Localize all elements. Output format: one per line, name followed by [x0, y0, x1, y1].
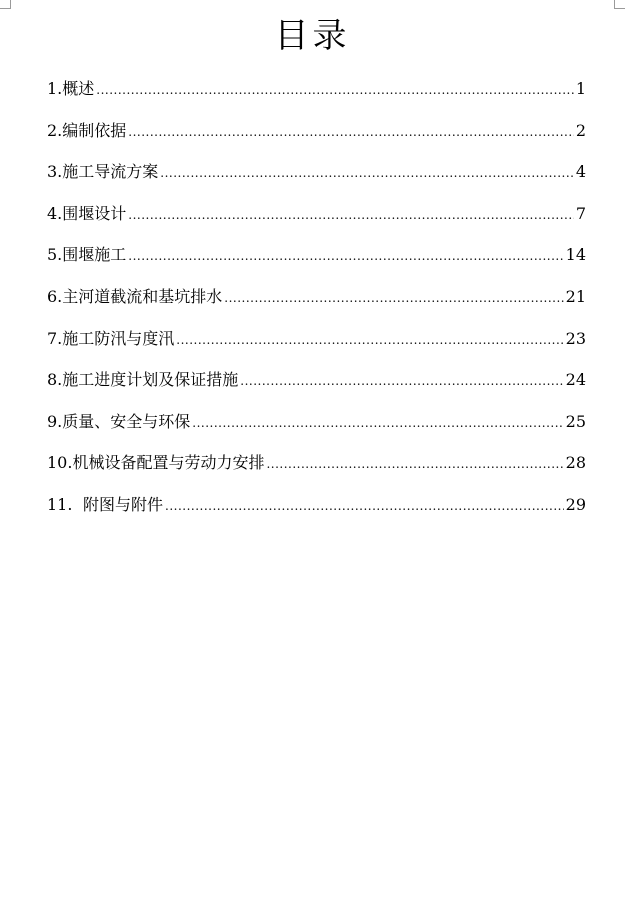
toc-entry[interactable] — [47, 201, 586, 243]
toc-dot-leader — [165, 493, 564, 519]
toc-entry-text: 围堰施工 — [62, 245, 127, 265]
toc-entry-number: 2. — [47, 120, 63, 140]
toc-entry-page: 24 — [565, 370, 586, 390]
toc-entry-number: 3. — [47, 162, 63, 182]
toc-entry-page: 1 — [575, 79, 586, 98]
crop-mark-top-left — [0, 0, 11, 9]
toc-entry[interactable] — [47, 492, 586, 534]
toc-entry-number: 6. — [47, 286, 63, 306]
toc-entry[interactable] — [47, 326, 586, 368]
toc-dot-leader — [96, 77, 574, 103]
toc-dot-leader — [128, 243, 563, 269]
crop-mark-top-right — [614, 0, 625, 9]
toc-entry-text: 质量、安全与环保 — [62, 411, 191, 431]
toc-entry[interactable] — [47, 242, 586, 284]
toc-dot-leader — [160, 160, 574, 186]
toc-dot-leader — [128, 119, 574, 145]
toc-entry-text: 施工导流方案 — [62, 162, 159, 182]
toc-entry[interactable] — [47, 409, 586, 451]
toc-entry-page: 23 — [565, 328, 586, 348]
toc-entry-text: 机械设备配置与劳动力安排 — [72, 453, 265, 473]
toc-entry-page: 25 — [565, 411, 586, 431]
toc-entry[interactable] — [47, 159, 586, 201]
toc-entry[interactable] — [47, 367, 586, 409]
toc-entry-page: 14 — [565, 245, 586, 265]
toc-dot-leader — [192, 410, 563, 436]
toc-dot-leader — [240, 368, 563, 394]
toc-entry-text: 围堰设计 — [62, 203, 127, 223]
toc-entry-page: 29 — [565, 494, 586, 514]
toc-entry[interactable] — [47, 450, 586, 492]
toc-entry-number: 10. — [47, 453, 73, 473]
toc-entry-number: 5. — [47, 245, 63, 265]
toc-entry-page: 2 — [575, 120, 586, 140]
toc-entry-number: 1. — [47, 79, 63, 98]
toc-entry-page: 21 — [565, 286, 586, 306]
toc-title: 目录 — [274, 16, 351, 56]
toc-entry-text: 施工进度计划及保证措施 — [62, 370, 239, 390]
toc-entry-page: 7 — [575, 203, 586, 223]
toc-entry-text: 概述 — [62, 79, 95, 98]
toc-entry-number: 11. — [47, 494, 73, 514]
toc-dot-leader — [176, 327, 563, 353]
toc-entry-text: 施工防汛与度汛 — [62, 328, 175, 348]
toc-entry[interactable] — [47, 118, 586, 160]
toc-entry-number: 9. — [47, 411, 63, 431]
toc-list — [47, 76, 586, 534]
toc-entry-number: 4. — [47, 203, 63, 223]
toc-entry[interactable] — [47, 284, 586, 326]
toc-entry-text: 附图与附件 — [83, 494, 164, 514]
toc-entry-number: 8. — [47, 370, 63, 390]
toc-entry-text: 编制依据 — [62, 120, 127, 140]
toc-entry[interactable] — [47, 76, 586, 118]
toc-entry-page: 4 — [575, 162, 586, 182]
toc-entry-number: 7. — [47, 328, 63, 348]
toc-dot-leader — [266, 451, 563, 477]
toc-entry-text: 主河道截流和基坑排水 — [62, 286, 223, 306]
toc-entry-page: 28 — [565, 453, 586, 473]
toc-dot-leader — [128, 202, 574, 228]
toc-dot-leader — [224, 285, 563, 311]
